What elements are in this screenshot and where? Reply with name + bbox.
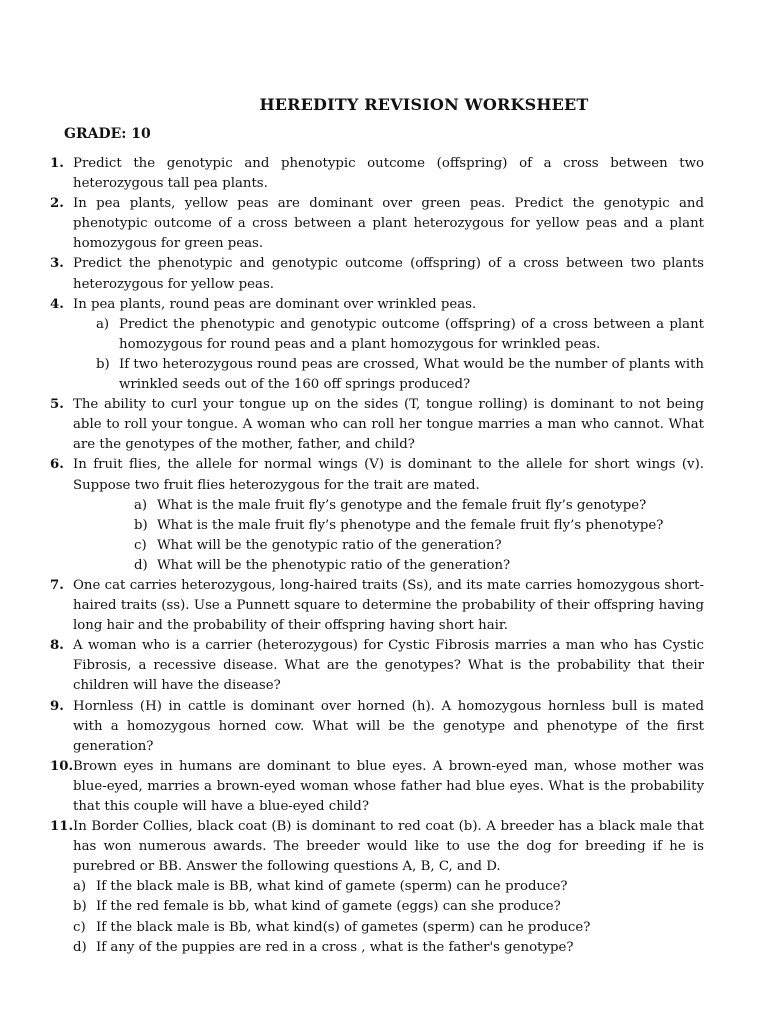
question-7 <box>50 576 704 636</box>
sub-letter: d) <box>134 557 148 573</box>
question-text: Predict the phenotypic and genotypic outcome (offspring) of a cross between two plants heterozygous for yellow peas. <box>73 256 704 292</box>
sub-letter: a) <box>73 879 87 895</box>
sub-letter: b) <box>73 899 87 915</box>
question-number: 10. <box>50 758 74 774</box>
question-number: 8. <box>50 638 64 654</box>
question-10 <box>50 757 704 817</box>
question-4 <box>50 295 704 315</box>
question-4b <box>50 355 704 395</box>
sub-text: If two heterozygous round peas are crossed, What would be the number of plants with wrinkled seeds out of the 160 off springs produced? <box>119 356 704 393</box>
question-6 <box>50 455 704 495</box>
sub-text: What is the male fruit fly’s phenotype and the female fruit fly’s phenotype? <box>157 517 664 533</box>
question-number: 7. <box>50 577 64 593</box>
question-number: 11. <box>50 819 74 835</box>
question-number: 2. <box>50 196 64 212</box>
question-text: One cat carries heterozygous, long-haired traits (Ss), and its mate carries homozygous short-haired traits (ss). Use a Punnett square to determine the probability of their offspring having long hair and the probability of their offspring having short hair. <box>73 577 704 634</box>
sub-letter: d) <box>73 939 87 955</box>
question-11b <box>50 897 704 917</box>
question-number: 6. <box>50 457 64 473</box>
sub-text: What is the male fruit fly’s genotype and the female fruit fly’s genotype? <box>157 497 647 513</box>
question-number: 9. <box>50 698 64 714</box>
sub-text: What will be the phenotypic ratio of the generation? <box>157 557 511 573</box>
question-list <box>50 154 704 958</box>
question-text: Hornless (H) in cattle is dominant over horned (h). A homozygous hornless bull is mated with a homozygous horned cow. What will be the genotype and phenotype of the first generation? <box>73 698 704 754</box>
question-number: 5. <box>50 397 64 413</box>
sub-letter: a) <box>134 497 148 513</box>
worksheet-title: HEREDITY REVISION WORKSHEET <box>259 95 589 114</box>
question-text: In Border Collies, black coat (B) is dominant to red coat (b). A breeder has a black male that has won numerous awards. The breeder would like to use the dog for breeding if he is purebred or BB. Answer the following questions A, B, C, and D. <box>73 819 704 875</box>
sub-letter: c) <box>134 537 147 553</box>
sub-text: If any of the puppies are red in a cross , what is the father's genotype? <box>96 939 574 955</box>
sub-letter: b) <box>96 356 110 372</box>
question-text: Predict the genotypic and phenotypic outcome (offspring) of a cross between two heterozygous tall pea plants. <box>73 156 704 192</box>
question-4a <box>50 315 704 355</box>
question-number: 4. <box>50 296 64 312</box>
sub-letter: a) <box>96 316 110 332</box>
question-11a <box>50 877 704 897</box>
question-6a <box>50 496 704 516</box>
question-number: 3. <box>50 256 64 272</box>
sub-text: What will be the genotypic ratio of the generation? <box>157 537 502 553</box>
question-9 <box>50 697 704 757</box>
question-text: A woman who is a carrier (heterozygous) for Cystic Fibrosis marries a man who has Cystic Fibrosis, a recessive disease. What are the genotypes? What is the probability that their children will have the disease? <box>73 638 704 694</box>
question-11d <box>50 938 704 958</box>
question-6b <box>50 516 704 536</box>
grade-label: GRADE: 10 <box>64 126 151 142</box>
question-text: In pea plants, yellow peas are dominant over green peas. Predict the genotypic and phenotypic outcome of a cross between a plant heterozygous for yellow peas and a plant homozygous for green peas. <box>73 196 704 252</box>
question-text: In pea plants, round peas are dominant over wrinkled peas. <box>73 296 477 312</box>
question-number: 1. <box>50 156 64 171</box>
question-11 <box>50 817 704 877</box>
question-5 <box>50 395 704 455</box>
question-text: Brown eyes in humans are dominant to blue eyes. A brown-eyed man, whose mother was blue-eyed, marries a brown-eyed woman whose father had blue eyes. What is the probability that this couple will have a blue-eyed child? <box>73 758 704 814</box>
question-6d <box>50 556 704 576</box>
question-2 <box>50 194 704 254</box>
question-text: In fruit flies, the allele for normal wings (V) is dominant to the allele for short wings (v). Suppose two fruit flies heterozygous for the trait are mated. <box>73 457 704 493</box>
question-11c <box>50 918 704 938</box>
question-6c <box>50 536 704 556</box>
question-text: The ability to curl your tongue up on the sides (T, tongue rolling) is dominant to not being able to roll your tongue. A woman who can roll her tongue marries a man who cannot. What are the genotypes of the mother, father, and child? <box>73 397 704 453</box>
sub-text: If the black male is BB, what kind of gamete (sperm) can he produce? <box>96 879 568 895</box>
sub-text: If the black male is Bb, what kind(s) of gametes (sperm) can he produce? <box>96 919 591 935</box>
sub-text: If the red female is bb, what kind of gamete (eggs) can she produce? <box>96 899 561 915</box>
question-3 <box>50 254 704 294</box>
sub-letter: b) <box>134 517 148 533</box>
question-8 <box>50 636 704 696</box>
sub-text: Predict the phenotypic and genotypic outcome (offspring) of a cross between a plant homozygous for round peas and a plant homozygous for wrinkled peas. <box>119 316 704 352</box>
question-1 <box>50 154 704 194</box>
sub-letter: c) <box>73 919 86 935</box>
